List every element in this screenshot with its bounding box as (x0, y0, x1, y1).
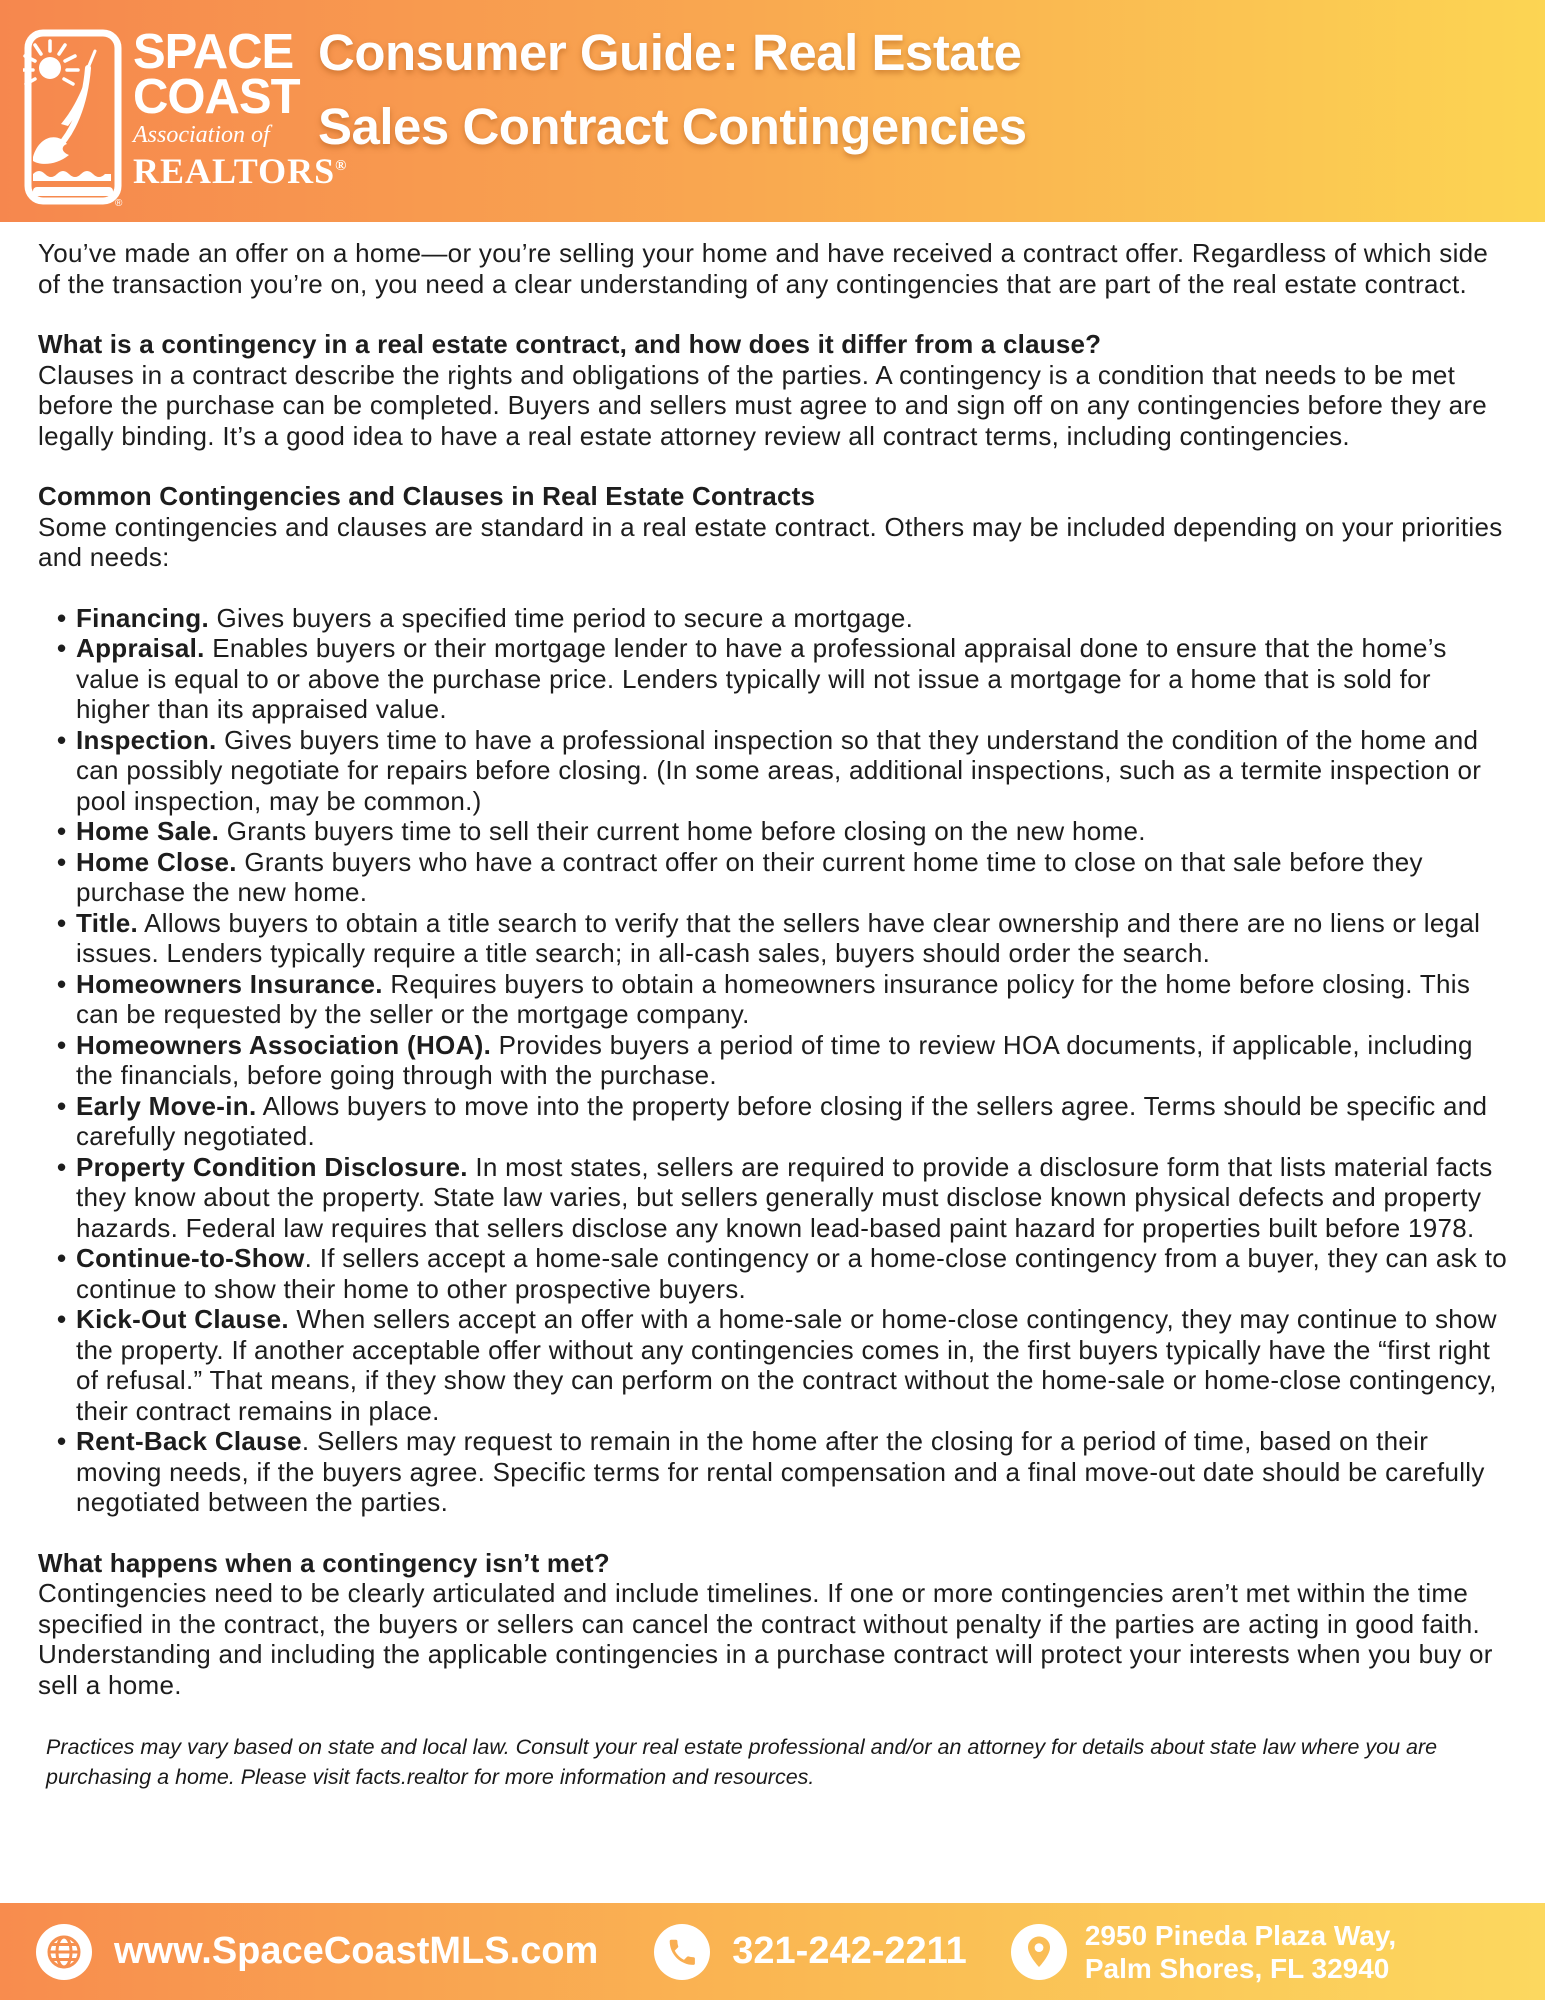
bullet-term: Home Close. (76, 846, 237, 877)
footer-address (1085, 1919, 1396, 1985)
bullet-term: Appraisal. (76, 633, 205, 663)
phone-icon (654, 1924, 710, 1980)
logo-association-of: Association of (133, 122, 270, 148)
list-item: • Home Close. Grants buyers who have a contract offer on their current home time to close on that sale before they purchase the new home. (57, 847, 1507, 908)
section-body-contingency-vs-clause: Clauses in a contract describe the rights and obligations of the parties. A contingency is a condition that needs to be met before the purchase can be completed. Buyers and sellers must agree to and sign off on any contingencies before they are legally binding. It’s a good idea to have a real estate attorney review all contract terms, including contingencies. (38, 359, 1488, 451)
footer-bar (0, 1903, 1545, 2000)
bullet-term: Continue-to-Show (76, 1243, 305, 1273)
bullet-term: Financing. (76, 602, 209, 633)
logo-brand-line1: SPACE (133, 25, 294, 79)
list-item: • Homeowners Insurance. Requires buyers to obtain a homeowners insurance policy for the home before closing. This can be requested by the seller or the mortgage company. (57, 969, 1507, 1030)
footer-address-line2: Palm Shores, FL 32940 (1084, 1952, 1390, 1984)
bullet-term: Inspection. (76, 724, 217, 755)
list-item: • Homeowners Association (HOA). Provides buyers a period of time to review HOA documents, if applicable, including the financials, before going through with the purchase. (57, 1030, 1507, 1091)
list-item: • Property Condition Disclosure. In most states, sellers are required to provide a disclosure form that lists material facts they know about the property. State law varies, but sellers generally must disclose known physical defects and property hazards. Federal law requires that sellers disclose any known lead-based paint hazard for properties built before 1978. (57, 1152, 1507, 1244)
bullet-term: Title. (76, 907, 139, 938)
footer-phone: 321-242-2211 (732, 1930, 967, 1972)
document-body (0, 222, 1545, 1700)
section-heading-contingency-vs-clause: What is a contingency in a real estate contract, and how does it differ from a clause? (38, 329, 1102, 359)
bullet-term: Kick-Out Clause. (76, 1304, 289, 1334)
registered-mark: ® (335, 158, 348, 174)
page-title (318, 16, 1027, 164)
bullet-term: Early Move-in. (76, 1090, 257, 1121)
section-heading-common-contingencies: Common Contingencies and Clauses in Real Estate Contracts (38, 481, 816, 511)
list-item: • Early Move-in. Allows buyers to move into the property before closing if the sellers agree. Terms should be specific and carefully negotiated. (57, 1091, 1507, 1152)
bullet-term: Homeowners Insurance. (76, 968, 383, 999)
legal-disclaimer: Practices may vary based on state and local law. Consult your real estate professional and/or an attorney for details about state law where you are purchasing a home. Please visit facts.realtor for more information and resources. (46, 1735, 1438, 1789)
sun-sailfish-wave-icon (23, 28, 123, 206)
svg-text:®: ® (115, 198, 123, 206)
logo-realtors: REALTORS® (133, 151, 348, 191)
header-banner (0, 0, 1545, 222)
contingency-list (38, 603, 1507, 1518)
list-item: • Home Sale. Grants buyers time to sell their current home before closing on the new home. (57, 816, 1507, 847)
bullet-term: Rent-Back Clause (76, 1426, 302, 1456)
bullet-term: Homeowners Association (HOA). (76, 1029, 492, 1060)
list-item: • Continue-to-Show. If sellers accept a home-sale contingency or a home-close contingency from a buyer, they can ask to continue to show their home to other prospective buyers. (57, 1243, 1507, 1304)
list-item: • Financing. Gives buyers a specified time period to secure a mortgage. (57, 603, 1507, 634)
page-title-line2: Sales Contract Contingencies (318, 98, 1027, 155)
list-item: • Title. Allows buyers to obtain a title search to verify that the sellers have clear ownership and there are no liens or legal issues. Lenders typically require a title search; in all-cash sales, buyers should order the search. (57, 908, 1507, 969)
space-coast-logo (23, 25, 348, 206)
section-body-contingency-not-met: Contingencies need to be clearly articulated and include timelines. If one or more contingencies aren’t met within the time specified in the contract, the buyers or sellers can cancel the contract without penalty if the parties are acting in good faith. Understanding and including the applicable contingencies in a purchase contract will protect your interests when you buy or sell a home. (38, 1578, 1493, 1700)
logo-wordmark (133, 25, 348, 191)
section-heading-contingency-not-met: What happens when a contingency isn’t met? (38, 1547, 610, 1578)
section-body-common-contingencies: Some contingencies and clauses are standard in a real estate contract. Others may be included depending on your priorities and needs: (38, 511, 1503, 572)
location-pin-icon (1011, 1924, 1067, 1980)
list-item: • Kick-Out Clause. When sellers accept an offer with a home-sale or home-close contingency, they may continue to show the property. If another acceptable offer without any contingencies comes in, the first buyers typically have the “first right of refusal.” That means, if they show they can perform on the contract without the home-sale or home-close contingency, their contract remains in place. (57, 1304, 1507, 1426)
list-item: • Rent-Back Clause. Sellers may request to remain in the home after the closing for a period of time, based on their moving needs, if the buyers agree. Specific terms for rental compensation and a final move-out date should be carefully negotiated between the parties. (57, 1426, 1507, 1518)
bullet-term: Home Sale. (76, 816, 220, 846)
list-item: • Appraisal. Enables buyers or their mortgage lender to have a professional appraisal done to ensure that the home’s value is equal to or above the purchase price. Lenders typically will not issue a mortgage for a home that is sold for higher than its appraised value. (57, 633, 1507, 725)
bullet-term: Property Condition Disclosure. (76, 1151, 468, 1182)
list-item: • Inspection. Gives buyers time to have a professional inspection so that they understand the condition of the home and can possibly negotiate for repairs before closing. (In some areas, additional inspections, such as a termite inspection or pool inspection, may be common.) (57, 725, 1507, 817)
globe-icon (36, 1924, 92, 1980)
intro-paragraph: You’ve made an offer on a home—or you’re selling your home and have received a contract offer. Regardless of which side of the transaction you’re on, you need a clear understanding of any contingencies that are part of the real estate contract. (38, 238, 1489, 299)
logo-brand-line2: COAST (133, 70, 300, 124)
page-title-line1: Consumer Guide: Real Estate (318, 24, 1022, 81)
footer-website: www.SpaceCoastMLS.com (114, 1930, 599, 1972)
footer-address-line1: 2950 Pineda Plaza Way, (1084, 1919, 1397, 1951)
